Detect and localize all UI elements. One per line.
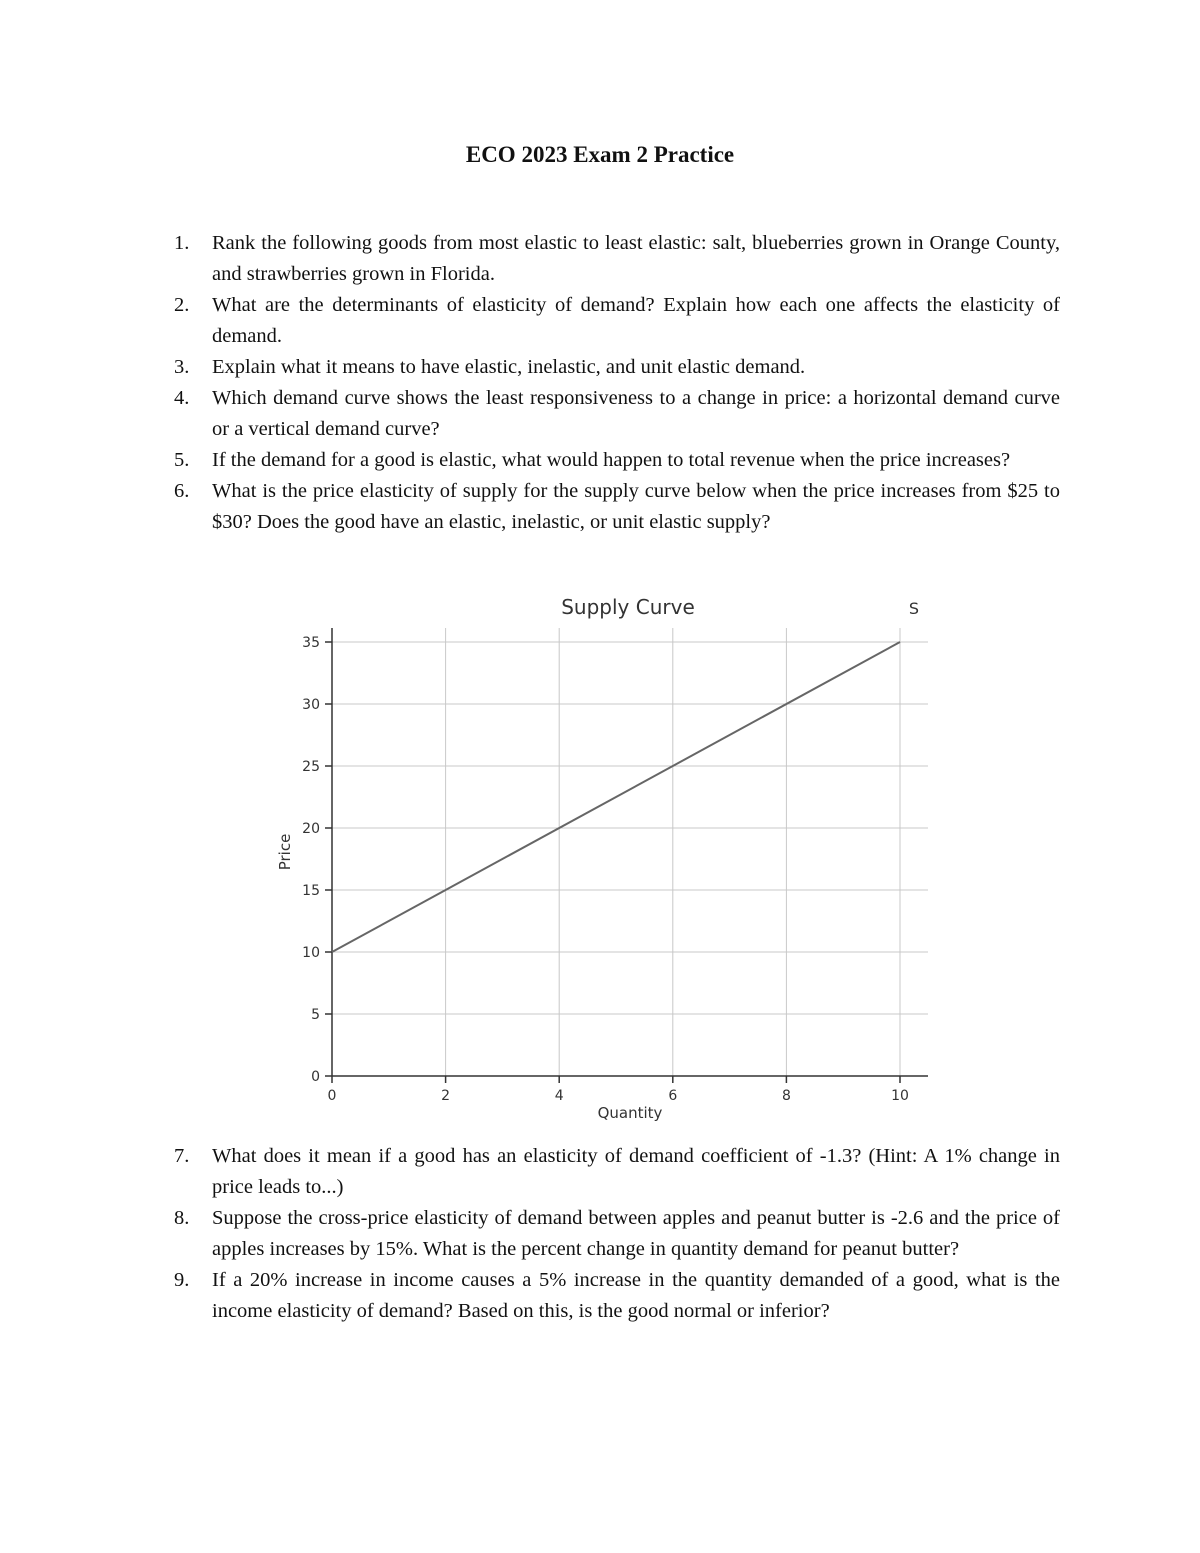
chart-title: Supply Curve [561,595,695,619]
question-text: Which demand curve shows the least responsiveness to a change in price: a horizontal demand curve or a vertical demand curve? [212,387,1060,440]
question-text: Suppose the cross-price elasticity of demand between apples and peanut butter is -2.6 and the price of apples increases by 15%. What is the percent change in quantity demand for peanut butter? [212,1207,1060,1260]
question-number: 7. [174,1145,190,1167]
y-tick-label: 10 [302,945,320,961]
question-list-bottom [168,1141,1060,1327]
y-tick-label: 20 [302,821,320,837]
y-tick-label: 35 [302,635,320,651]
chart-grid [332,628,928,1076]
x-tick-label: 4 [554,1088,564,1104]
supply-curve-chart [262,590,942,1135]
question-item [168,1265,1060,1327]
x-axis-label: Quantity [597,1104,663,1122]
y-axis-label: Price [276,833,294,871]
chart-series [332,642,900,952]
question-item [168,352,1060,383]
question-text: Rank the following goods from most elastic to least elastic: salt, blueberries grown in Orange County, and strawberries grown in Florida. [212,232,1060,285]
y-tick-label: 5 [311,1007,320,1023]
question-number: 1. [174,232,190,254]
question-item [168,1203,1060,1265]
question-text: If the demand for a good is elastic, what would happen to total revenue when the price increases? [212,449,1011,471]
y-tick-label: 25 [302,759,320,775]
y-tick-label: 0 [311,1069,320,1085]
question-text: What is the price elasticity of supply for the supply curve below when the price increases from $25 to $30? Does the good have an elastic, inelastic, or unit elastic supply? [212,480,1060,533]
question-item [168,1141,1060,1203]
question-text: What are the determinants of elasticity of demand? Explain how each one affects the elasticity of demand. [212,294,1060,347]
question-item [168,290,1060,352]
question-number: 8. [174,1207,190,1229]
chart-ticks [302,635,909,1104]
question-number: 2. [174,294,190,316]
question-number: 3. [174,356,190,378]
question-number: 4. [174,387,190,409]
x-tick-label: 6 [668,1088,678,1104]
chart-axes [332,628,928,1076]
x-tick-label: 0 [327,1088,337,1104]
y-tick-label: 30 [302,697,320,713]
question-item [168,228,1060,290]
supply-line [332,642,900,952]
question-text: If a 20% increase in income causes a 5% increase in the quantity demanded of a good, what is the income elasticity of demand? Based on this, is the good normal or inferior? [212,1269,1060,1322]
question-list-top [168,228,1060,538]
x-tick-label: 10 [891,1088,909,1104]
question-number: 9. [174,1269,190,1291]
question-text: Explain what it means to have elastic, inelastic, and unit elastic demand. [212,356,806,378]
document-title: ECO 2023 Exam 2 Practice [465,142,735,167]
question-item [168,445,1060,476]
question-item [168,383,1060,445]
question-number: 6. [174,480,190,502]
question-number: 5. [174,449,190,471]
question-item [168,476,1060,538]
x-tick-label: 8 [781,1088,791,1104]
y-tick-label: 15 [302,883,320,899]
question-text: What does it mean if a good has an elasticity of demand coefficient of -1.3? (Hint: A 1% change in price leads to...) [212,1145,1060,1198]
series-label-s: S [908,599,920,618]
x-tick-label: 2 [441,1088,451,1104]
